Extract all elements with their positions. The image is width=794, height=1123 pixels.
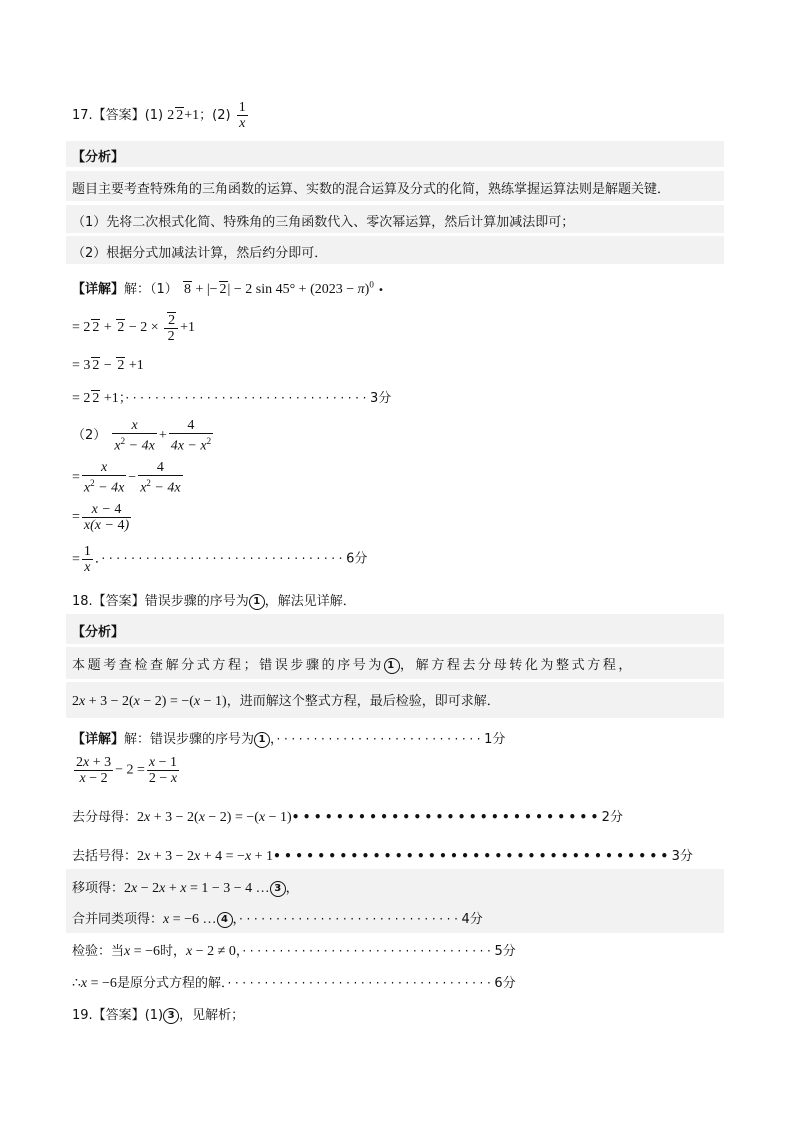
q17-ans1: 2 2+1: [167, 108, 200, 123]
q17-analysis-p1: （1）先将二次根式化简、特殊角的三角函数代入、零次幂运算，然后计算加减法即可；: [72, 215, 575, 230]
q18-heading: 18.【答案】: [72, 594, 145, 609]
q17-part2-step3: = $\frac{1}{x}$ ．·································6分: [72, 544, 368, 575]
q17-part2-label: （2）: [72, 428, 107, 444]
q17-part2-step1: = $\frac{x}{x^2 - 4x}$ − $\frac{4}{x^2 - 4x}$: [72, 460, 181, 496]
q17-analysis-title: 【分析】: [72, 150, 125, 165]
q18-step1: 去分母得：2x + 3 − 2(x − 2) = −(x − 1)••••••••••••••••••••••••••••2分: [72, 810, 623, 825]
q17-ans2-fraction: $\frac{1}{x}$: [238, 100, 246, 131]
q17-analysis-title-bg: [66, 141, 724, 167]
q18-analysis-eq: 2x + 3 − 2(x − 2) = −(x − 1)，进而解这个整式方程，最后检验，即可求解．: [72, 694, 500, 709]
q18-answer-circ: 1: [249, 594, 265, 610]
q18-score1: 1分: [484, 732, 506, 747]
q17-ans1-label: (1): [144, 108, 164, 123]
q17-step3: = 2 2 +1；·································3分: [72, 391, 392, 406]
q17-step1: = 2 2 + 2 − 2 × $\frac{2}{2}$ +1: [72, 313, 196, 344]
q18-detail-line: 【详解】解：错误步骤的序号为 1 ，····························1分: [72, 732, 506, 747]
q18-analysis-text: 本题考查检查解分式方程；错误步骤的序号为 1 ，解方程去分母转化为整式方程，: [72, 658, 635, 673]
q18-step2: 去括号得：2x + 3 − 2x + 4 = −x + 1••••••••••••••••••••••••••••••••••••3分: [72, 849, 693, 864]
q18-score3: 3分: [671, 849, 693, 864]
q17-ans2-label: (2): [212, 108, 231, 123]
q19-heading: 19.【答案】: [72, 1008, 145, 1023]
q17-answer-line: 17.【答案】(1) 2 2+1；(2) $\frac{1}{x}$: [72, 100, 246, 131]
q18-score6: 6分: [494, 976, 516, 991]
q18-analysis-title-bg: [66, 614, 724, 644]
q17-detail-title: 【详解】: [72, 282, 125, 297]
q18-equation: $\frac{2x + 3}{x - 2}$ − 2 = $\frac{x - 1}{2 - x}$: [76, 755, 178, 786]
q18-step4: 合并同类项得：x = −6 … 4 ，······························4分: [72, 912, 483, 927]
q18-step6: ∴x = −6是原分式方程的解．····································6分: [72, 976, 516, 991]
q18-step5: 检验：当x = −6时，x − 2 ≠ 0，··································5分: [72, 944, 516, 959]
q17-score2: 6分: [346, 551, 368, 567]
q19-answer-line: 19.【答案】(1) 3 ，见解析；: [72, 1008, 245, 1023]
q18-score4: 4分: [461, 912, 483, 927]
q17-analysis-text: 题目主要考查特殊角的三角函数的运算、实数的混合运算及分式的化简，熟练掌握运算法则是解题关键．: [72, 182, 671, 197]
q17-part2-step2: = $\frac{x - 4}{x(x - 4)}$: [72, 502, 130, 533]
q17-expression: 8 + |− 2| − 2 $\sin 45^\circ + (2023 - \pi)^0$: [183, 279, 374, 297]
q17-detail-line: 【详解】解：（1） 8 + |− 2| − 2 $\sin 45^\circ + (2023 - \pi)^0$ •: [72, 279, 384, 297]
q18-analysis-title: 【分析】: [72, 625, 125, 640]
q17-part2: （2） $\frac{x}{x^2 - 4x}$ + $\frac{4}{4x - x^2}$: [72, 418, 212, 454]
q17-analysis-p2: （2）根据分式加减法计算，然后约分即可．: [72, 246, 328, 261]
q18-step3: 移项得：2x − 2x + x = 1 − 3 − 4 … 3 ，: [72, 881, 299, 896]
q18-score2: 2分: [601, 810, 623, 825]
q17-step2: = 3 2 − 2 +1: [72, 358, 144, 373]
q18-score5: 5分: [494, 944, 516, 959]
q18-detail-title: 【详解】: [72, 732, 125, 747]
q17-score1: 3分: [370, 391, 392, 406]
q17-heading: 17.【答案】: [72, 108, 145, 123]
q18-answer-line: 18.【答案】错误步骤的序号为 1 ，解法见详解．: [72, 594, 356, 609]
